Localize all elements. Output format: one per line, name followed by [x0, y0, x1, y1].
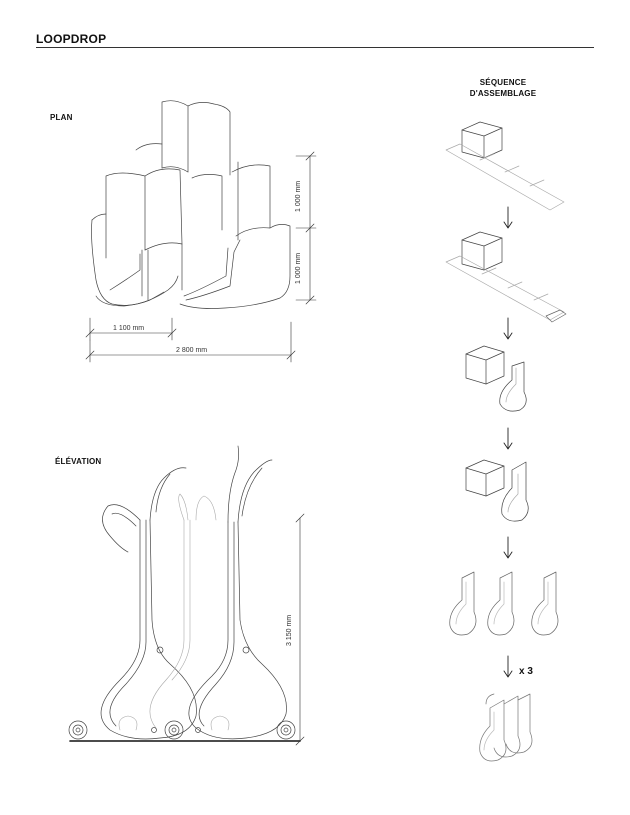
plan-label: PLAN — [50, 113, 73, 122]
repeat-label: x 3 — [519, 666, 533, 677]
sequence-step-6 — [480, 694, 532, 761]
arrow-down-icon — [504, 318, 512, 339]
sequence-step-5 — [450, 572, 558, 635]
arrow-down-icon — [504, 537, 512, 558]
arrow-down-icon — [504, 656, 512, 677]
elevation-dimension — [296, 514, 304, 745]
sequence-step-2 — [446, 232, 566, 322]
elevation-drawing — [69, 446, 300, 741]
elevation-dim-height: 3 150 mm — [286, 614, 293, 646]
plan-drawing — [92, 101, 291, 309]
sequence-title-line1: SÉQUENCE — [479, 78, 527, 87]
sequence-step-3 — [466, 346, 526, 411]
plan-dim-lower-height: 1 000 mm — [295, 252, 302, 284]
sequence-title-line2: D'ASSEMBLAGE — [469, 89, 537, 98]
sequence-step-1 — [446, 122, 564, 210]
arrow-down-icon — [504, 428, 512, 449]
elevation-label: ÉLÉVATION — [55, 457, 102, 466]
plan-dim-total-width: 2 800 mm — [176, 347, 208, 354]
plan-dim-module-width: 1 100 mm — [113, 325, 145, 332]
arrow-down-icon — [504, 207, 512, 228]
sequence-step-4 — [466, 460, 528, 521]
plan-dim-upper-height: 1 000 mm — [295, 180, 302, 212]
page-title: LOOPDROP — [36, 32, 107, 46]
